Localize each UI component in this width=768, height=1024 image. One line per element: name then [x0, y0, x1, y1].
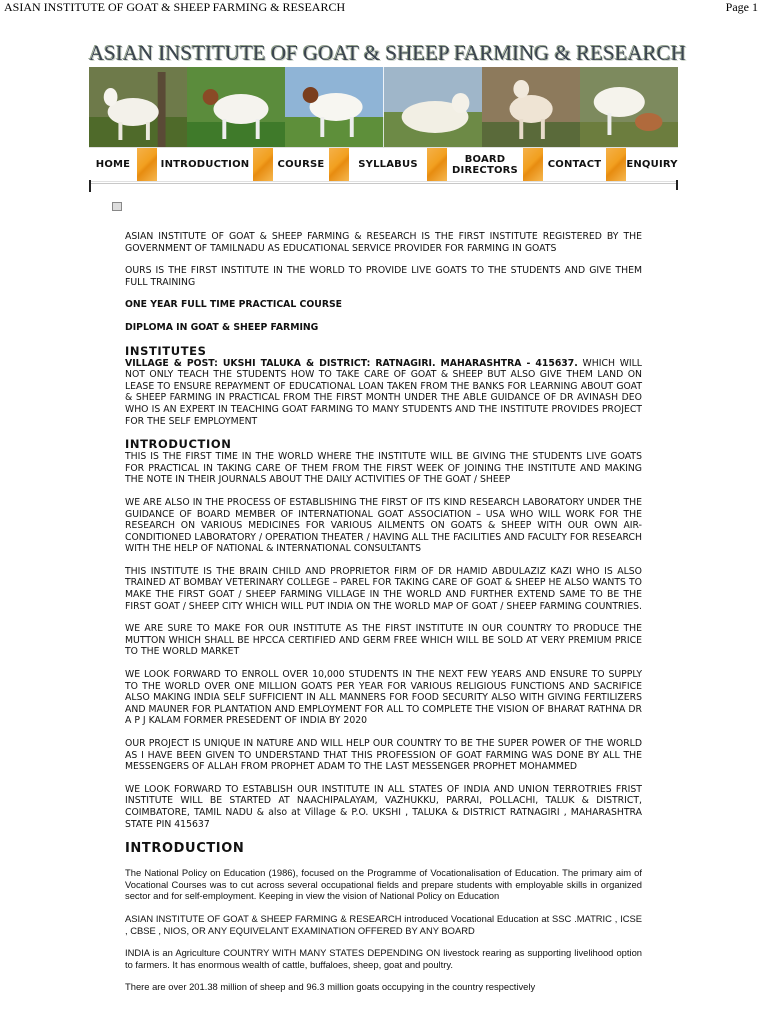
- institutes-heading: INSTITUTES: [125, 343, 207, 358]
- broken-image-icon: [112, 202, 122, 211]
- vocational-paragraph-2: ASIAN INSTITUTE OF GOAT & SHEEP FARMING & RESEARCH introduced Vocational Education at SSC .MATRIC , ICSE , CBSE , NIOS, OR ANY EQUIVELANT EXAMINATION OFFERED BY ANY BOARD: [125, 912, 642, 936]
- nav-frame-right-edge: [676, 180, 678, 190]
- introduction-heading-2: INTRODUCTION: [125, 841, 245, 857]
- main-navigation: [89, 147, 678, 182]
- introduction-paragraph-6: OUR PROJECT IS UNIQUE IN NATURE AND WILL HELP OUR COUNTRY TO BE THE SUPER POWER OF THE WORLD AS I HAVE BEEN GIVEN TO UNDERSTAND THAT THIS PROFESSION OF GOAT FARMING WAS DONE BY ALL THE MESSENGERS OF ALLAH FROM PROPHET ADAM TO THE LAST MESSENGER PROPHET MOHAMMED: [125, 738, 642, 773]
- nav-syllabus-link[interactable]: SYLLABUS: [358, 159, 418, 170]
- nav-course-link[interactable]: COURSE: [277, 159, 325, 170]
- introduction-paragraph-4: WE ARE SURE TO MAKE FOR OUR INSTITUTE AS THE FIRST INSTITUTE IN OUR COUNTRY TO PRODUCE THE MUTTON WHICH SHALL BE HPCCA CERTIFIED AND GERM FREE WHICH WILL BE SOLD AT VERY PREMIUM PRICE TO THE WORLD MARKET: [125, 623, 642, 658]
- course-title: ONE YEAR FULL TIME PRACTICAL COURSE: [125, 299, 343, 311]
- institutes-paragraph: [125, 358, 642, 428]
- print-header-title: ASIAN INSTITUTE OF GOAT & SHEEP FARMING & RESEARCH: [4, 0, 346, 14]
- vocational-paragraph-1: The National Policy on Education (1986), focused on the Programme of Vocationalisation of Education. The primary aim of Vocational Courses was to cut across several occupational fields and prepare students with employable skills in organized sector and for self-employment. Keeping in view the vision of National Policy on Education: [125, 867, 642, 902]
- intro-paragraph-registered: ASIAN INSTITUTE OF GOAT & SHEEP FARMING & RESEARCH IS THE FIRST INSTITUTE REGISTERED BY THE GOVERNMENT OF TAMILNADU AS EDUCATIONAL SERVICE PROVIDER FOR FARMING IN GOATS: [125, 231, 642, 254]
- intro-paragraph-live-goats: OURS IS THE FIRST INSTITUTE IN THE WORLD TO PROVIDE LIVE GOATS TO THE STUDENTS AND GIVE THEM FULL TRAINING: [125, 265, 642, 288]
- institutes-description: WHICH WILL NOT ONLY TEACH THE STUDENTS HOW TO TAKE CARE OF GOAT & SHEEP BUT ALSO GIVE THEM LAND ON LEASE TO ENSURE REPAYMENT OF EDUCATIONAL LOAN TAKEN FROM THE BANKS FOR LEARNING ABOUT GOAT & SHEEP FARMING IN PRACTICAL FROM THE FIRST MONTH UNDER THE ABLE GUIDANCE OF DR AVINASH DEO WHO IS AN EXPERT IN TEACHING GOAT FARMING TO MANY STUDENTS AND THE INSTITUTE PROVIDES PROJECT FOR THE SELF EMPLOYMENT: [125, 357, 642, 427]
- nav-frame-left-edge: [89, 180, 91, 192]
- institutes-address: VILLAGE & POST: UKSHI TALUKA & DISTRICT: RATNAGIRI. MAHARASHTRA - 415637.: [125, 357, 578, 369]
- goat-photo-2: [187, 67, 285, 147]
- introduction-paragraph-1: THIS IS THE FIRST TIME IN THE WORLD WHERE THE INSTITUTE WILL BE GIVING THE STUDENTS LIVE GOATS FOR PRACTICAL IN TAKING CARE OF THEM FROM THE FIRST WEEK OF JOINING THE INSTITUTE AND MAKING THE NOTE IN THEIR JOURNALS ABOUT THE DAILY ACTIVITIES OF THE GOAT / SHEEP: [125, 451, 642, 486]
- introduction-heading: INTRODUCTION: [125, 437, 232, 452]
- introduction-paragraph-7: WE LOOK FORWARD TO ESTABLISH OUR INSTITUTE IN ALL STATES OF INDIA AND UNION TERROTRIES FRIST INSTITUTE WILL BE STARTED AT NAACHIPALAYAM, VAZHUKKU, PARRAI, POLLACHI, TALUK & DISTRICT, COIMBATORE, TAMIL NADU & also at Village & P.O. UKSHI , TALUKA & DISTRICT RATNAGIRI , MAHARASHTRA STATE PIN 415637: [125, 783, 642, 830]
- nav-separator: [523, 148, 543, 181]
- nav-underline: [89, 183, 678, 184]
- print-header-page-number: Page 1: [725, 0, 758, 14]
- goat-photo-6: [580, 67, 678, 147]
- goat-photo-3: [285, 67, 383, 147]
- nav-board-directors-link[interactable]: BOARD DIRECTORS: [452, 153, 518, 176]
- main-content: [125, 231, 642, 1004]
- diploma-title: DIPLOMA IN GOAT & SHEEP FARMING: [125, 321, 319, 333]
- goat-photo-1: [89, 67, 187, 147]
- introduction-paragraph-5: WE LOOK FORWARD TO ENROLL OVER 10,000 STUDENTS IN THE NEXT FEW YEARS AND ENSURE TO SUPPLY TO THE WORLD OVER ONE MILLION GOATS PER YEAR FOR VARIOUS RELIGIOUS FUNCTIONS AND SACRIFICE ALSO MAKING INDIA SELF SUFFICIENT IN ALL MANNERS FOR FOOD SECURITY ALSO WITH GIVING FERTILIZERS AND MAUNER FOR PLANTATION AND EMPLOYMENT FOR ALL TO COMPLETE THE VISION OF BHARAT RATHNA DR A P J KALAM FORMER PRESEDENT OF INDIA BY 2020: [125, 669, 642, 727]
- introduction-paragraph-2: WE ARE ALSO IN THE PROCESS OF ESTABLISHING THE FIRST OF ITS KIND RESEARCH LABORATORY UNDER THE GUIDANCE OF BOARD MEMBER OF INTERNATIONAL GOAT ASSOCIATION – USA WHO WILL WORK FOR THE RESEARCH ON VARIOUS MEDICINES FOR VARIOUS AILMENTS ON GOATS & SHEEP WITH OUR OWN AIR-CONDITIONED LABORATORY / OPERATION THEATER / HAVING ALL THE FACILITIES AND FACULTY FOR RESEARCH WITH THE HELP OF NATIONAL & INTERNATIONAL CONSULTANTS: [125, 496, 642, 555]
- nav-separator: [137, 148, 157, 181]
- nav-separator: [606, 148, 626, 181]
- nav-introduction-link[interactable]: INTRODUCTION: [160, 159, 250, 170]
- goat-photo-strip: [89, 67, 678, 147]
- nav-contact-link[interactable]: CONTACT: [547, 159, 602, 170]
- vocational-paragraph-4: There are over 201.38 million of sheep and 96.3 million goats occupying in the country respectively: [125, 981, 536, 993]
- nav-separator: [253, 148, 273, 181]
- goat-photo-5: [482, 67, 580, 147]
- nav-enquiry-link[interactable]: ENQUIRY: [626, 159, 678, 170]
- goat-photo-4: [384, 67, 482, 147]
- nav-separator: [427, 148, 447, 181]
- site-banner-title: ASIAN INSTITUTE OF GOAT & SHEEP FARMING & RESEARCH: [89, 41, 686, 65]
- print-header: [0, 0, 768, 16]
- introduction-paragraph-3: THIS INSTITUTE IS THE BRAIN CHILD AND PROPRIETOR FIRM OF DR HAMID ABDULAZIZ KAZI WHO IS ALSO TRAINED AT BOMBAY VETERINARY COLLEGE – PAREL FOR TAKING CARE OF GOAT & SHEEP HE ALSO WANTS TO MAKE THE FIRST GOAT / SHEEP FARMING VILLAGE IN THE WORLD AND FURTHER EXTEND SAME TO BE THE FIRST GOAT / SHEEP CITY WHICH WILL PUT INDIA ON THE WORLD MAP OF GOAT / SHEEP FARMING COUNTRIES.: [125, 565, 642, 612]
- vocational-paragraph-3: INDIA is an Agriculture COUNTRY WITH MANY STATES DEPENDING ON livestock rearing as supporting livelihood option to farmers. It has enormous wealth of cattle, buffaloes, sheep, goat and poultry.: [125, 947, 642, 970]
- nav-home-link[interactable]: HOME: [95, 159, 131, 170]
- nav-separator: [329, 148, 349, 181]
